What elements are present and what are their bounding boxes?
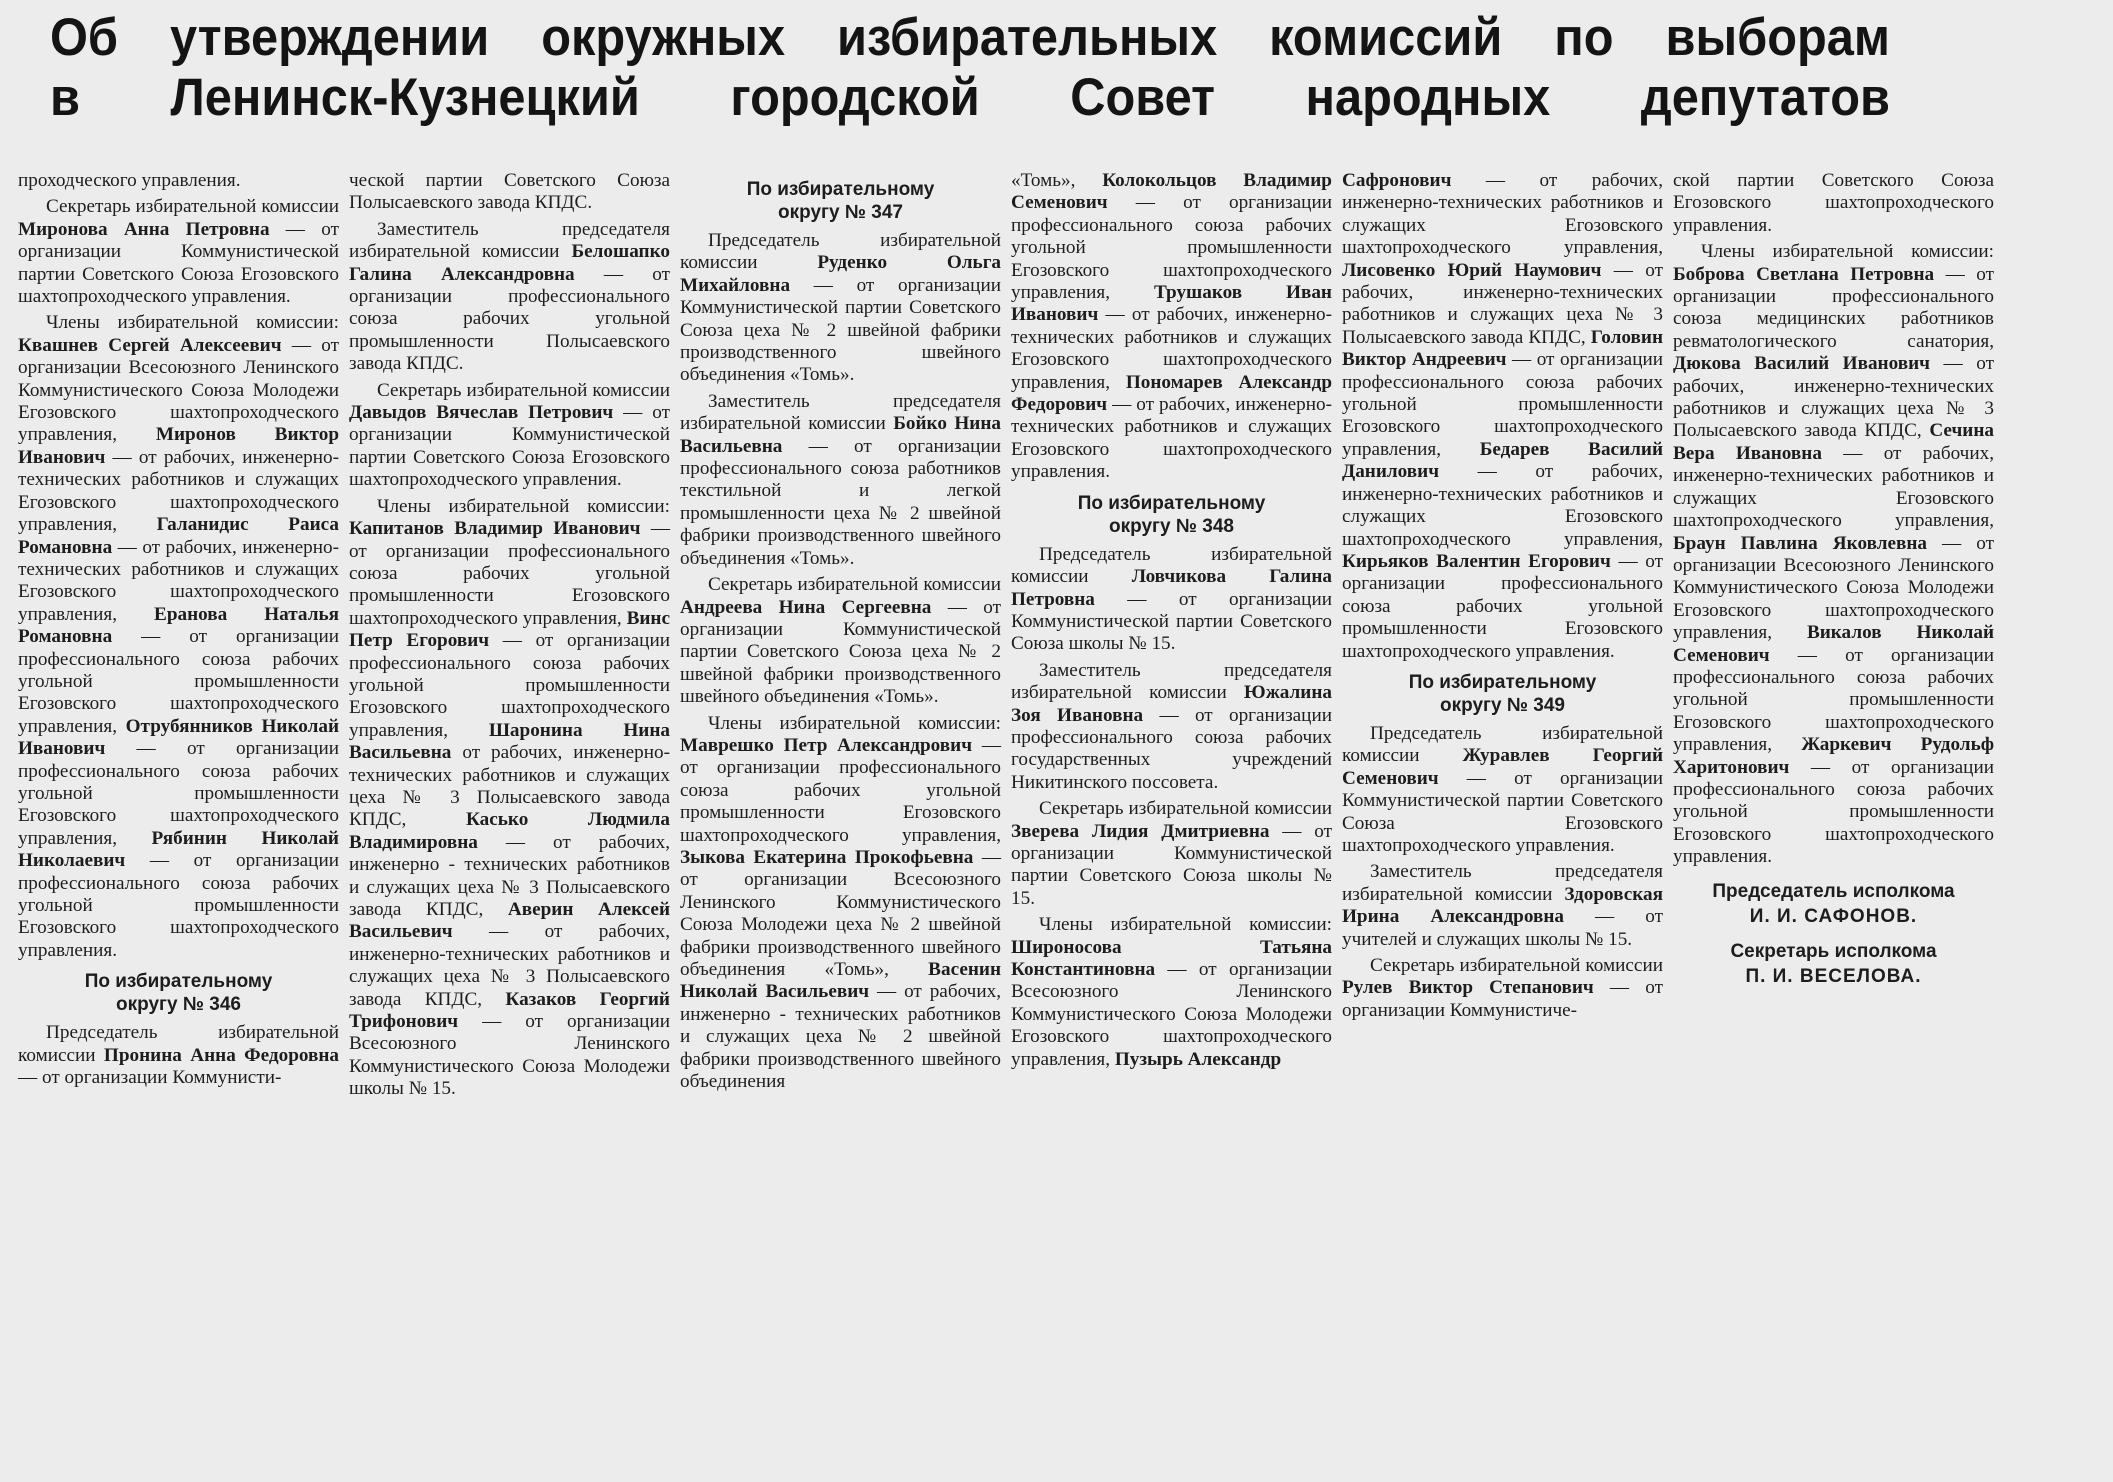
paragraph: Члены избирательной комиссии: Маврешко Петр Александрович — от организации профессионального союза рабочих угольной промышленности Егозовского шахтопроходческого управления, Зыкова Екатерина Прокофьевна — от организации Всесоюзного Ленинского Коммунистического Союза Молодежи цеха № 2 швейной фабрики производственного швейного объединения «Томь», Васенин Николай Васильевич — от рабочих, инженерно - технических работников и служащих цеха № 2 швейной фабрики производственного швейного объединения bbox=[680, 712, 1001, 1093]
district-heading bbox=[1342, 671, 1663, 717]
paragraph: Члены избирательной комиссии: Капитанов Владимир Иванович — от организации профессионального союза рабочих угольной промышленности Егозовского шахтопроходческого управления, Винс Петр Егорович — от организации профессионального союза рабочих угольной промышленности Егозовского шахтопроходческого управления, Шаронина Нина Васильевна от рабочих, инженерно-технических работников и служащих цеха № 3 Полысаевского завода КПДС, Касько Людмила Владимировна — от рабочих, инженерно - технических работников и служащих цеха № 3 Полысаевского завода КПДС, Аверин Алексей Васильевич — от рабочих, инженерно-технических работников и служащих цеха № 3 Полысаевского завода КПДС, Казаков Георгий Трифонович — от организации Всесоюзного Ленинского Коммунистического Союза Молодежи школы № 15. bbox=[349, 495, 671, 1100]
signature-block bbox=[1673, 939, 1994, 989]
district-number: округу № 346 bbox=[116, 994, 241, 1016]
text-columns bbox=[16, 170, 2102, 1476]
paragraph: ской партии Советского Союза Егозовского шахтопроходческого управления. bbox=[1673, 170, 1994, 236]
district-heading-line: По избирательному bbox=[746, 179, 935, 200]
district-heading-line: По избирательному bbox=[1077, 492, 1266, 514]
headline bbox=[50, 8, 1890, 128]
paragraph: ческой партии Советского Союза Полысаевского завода КПДС. bbox=[349, 170, 670, 214]
column-2 bbox=[347, 170, 678, 1476]
signature-role: Секретарь исполкома bbox=[1730, 940, 1937, 962]
paragraph: Секретарь избирательной комиссии Зверева Лидия Дмитриевна — от организации Коммунистической партии Советского Союза школы № 15. bbox=[1011, 798, 1332, 909]
paragraph: Секретарь избирательной комиссии Рулев Виктор Степанович — от организации Коммунистиче- bbox=[1342, 955, 1663, 1021]
paragraph: Председатель избирательной комиссии Пронина Анна Федоровна — от организации Коммунисти- bbox=[18, 1022, 339, 1089]
column-6 bbox=[1671, 170, 2002, 1476]
paragraph: Члены избирательной комиссии: Квашнев Сергей Алексеевич — от организации Всесоюзного Ленинского Коммунистического Союза Молодежи Егозовского шахтопроходческого управления, Миронов Виктор Иванович — от рабочих, инженерно-технических работников и служащих Егозовского шахтопроходческого управления, Галанидис Раиса Романовна — от рабочих, инженерно-технических работников и служащих Егозовского шахтопроходческого управления, Еранова Наталья Романовна — от организации профессионального союза рабочих угольной промышленности Егозовского шахтопроходческого управления, Отрубянников Николай Иванович — от организации профессионального союза рабочих угольной промышленности Егозовского шахтопроходческого управления, Рябинин Николай Николаевич — от организации профессионального союза рабочих угольной промышленности Егозовского шахтопроходческого управления. bbox=[18, 312, 340, 961]
paragraph: проходческого управления. bbox=[18, 170, 241, 191]
paragraph: Члены избирательной комиссии: Широносова Татьяна Константиновна — от организации Всесоюзного Ленинского Коммунистического Союза Молодежи Егозовского шахтопроходческого управления, Пузырь Александр bbox=[1011, 914, 1332, 1070]
headline-line-2: в Ленинск-Кузнецкий городской Совет народных депутатов bbox=[50, 68, 1890, 127]
paragraph: Секретарь избирательной комиссии Миронова Анна Петровна — от организации Коммунистической партии Советского Союза Егозовского шахтопроходческого управления. bbox=[18, 196, 339, 308]
district-number: округу № 348 bbox=[1109, 515, 1234, 537]
district-heading bbox=[680, 178, 1001, 224]
paragraph: Сафронович — от рабочих, инженерно-технических работников и служащих Егозовского шахтопроходческого управления, Лисовенко Юрий Наумович — от рабочих, инженерно-технических работников и служащих цеха № 3 Полысаевского завода КПДС, Головин Виктор Андреевич — от организации профессионального союза рабочих угольной промышленности Егозовского шахтопроходческого управления, Бедарев Василий Данилович — от рабочих, инженерно-технических работников и служащих Егозовского шахтопроходческого управления, Кирьяков Валентин Егорович — от организации профессионального союза рабочих угольной промышленности Егозовского шахтопроходческого управления. bbox=[1342, 170, 1664, 662]
paragraph: Секретарь избирательной комиссии Андреева Нина Сергеевна — от организации Коммунистической партии Советского Союза цеха № 2 швейной фабрики производственного швейного объединения «Томь». bbox=[680, 574, 1001, 708]
paragraph: Председатель избирательной комиссии Ловчикова Галина Петровна — от организации Коммунистической партии Советского Союза школы № 15. bbox=[1011, 543, 1332, 655]
paragraph: Заместитель председателя избирательной комиссии Здоровская Ирина Александровна — от учителей и служащих школы № 15. bbox=[1342, 861, 1664, 950]
paragraph: Секретарь избирательной комиссии Давыдов Вячеслав Петрович — от организации Коммунистической партии Советского Союза Егозовского шахтопроходческого управления. bbox=[349, 379, 670, 491]
signature-block bbox=[1673, 879, 1994, 929]
district-heading-line: По избирательному bbox=[1408, 671, 1597, 693]
paragraph: Заместитель председателя избирательной комиссии Бойко Нина Васильевна — от организации профессионального союза работников текстильной и легкой промышленности цеха № 2 швейной фабрики производственного швейного объединения «Томь». bbox=[680, 390, 1001, 569]
column-5 bbox=[1340, 170, 1671, 1476]
district-heading bbox=[1011, 492, 1332, 538]
paragraph: «Томь», Колокольцов Владимир Семенович — от организации профессионального союза рабочих угольной промышленности Егозовского шахтопроходческого управления, Трушаков Иван Иванович — от рабочих, инженерно-технических работников и служащих Егозовского шахтопроходческого управления, Пономарев Александр Федорович — от рабочих, инженерно-технических работников и служащих Егозовского шахтопроходческого управления. bbox=[1011, 170, 1332, 483]
headline-line-1: Об утверждении окружных избирательных комиссий по выборам bbox=[50, 8, 1890, 67]
paragraph: Председатель избирательной комиссии Журавлев Георгий Семенович — от организации Коммунистической партии Советского Союза Егозовского шахтопроходческого управления. bbox=[1342, 722, 1663, 856]
signature-role: Председатель исполкома bbox=[1712, 880, 1955, 902]
district-number: округу № 349 bbox=[1440, 694, 1565, 716]
column-3 bbox=[678, 170, 1009, 1476]
signature-name: П. И. ВЕСЕЛОВА. bbox=[1745, 965, 1922, 987]
district-heading-line: По избирательному bbox=[84, 971, 273, 993]
district-heading bbox=[18, 970, 339, 1016]
column-4 bbox=[1009, 170, 1340, 1476]
paragraph: Заместитель председателя избирательной комиссии Южалина Зоя Ивановна — от организации профессионального союза рабочих государственных учреждений Никитинского поссовета. bbox=[1011, 659, 1332, 793]
signature-name: И. И. САФОНОВ. bbox=[1749, 905, 1918, 927]
district-number: округу № 347 bbox=[778, 202, 903, 223]
paragraph: Члены избирательной комиссии: Боброва Светлана Петровна — от организации профессионального союза медицинских работников ревматологического санатория, Дюкова Василий Иванович — от рабочих, инженерно-технических работников и служащих цеха № 3 Полысаевского завода КПДС, Сечина Вера Ивановна — от рабочих, инженерно-технических работников и служащих Егозовского шахтопроходческого управления, Браун Павлина Яковлевна — от организации Всесоюзного Ленинского Коммунистического Союза Молодежи Егозовского шахтопроходческого управления, Викалов Николай Семенович — от организации профессионального союза рабочих угольной промышленности Егозовского шахтопроходческого управления, Жаркевич Рудольф Харитонович — от организации профессионального союза рабочих угольной промышленности Егозовского шахтопроходческого управления. bbox=[1673, 241, 1994, 868]
paragraph: Председатель избирательной комиссии Руденко Ольга Михайловна — от организации Коммунистической партии Советского Союза цеха № 2 швейной фабрики производственного швейного объединения «Томь». bbox=[680, 230, 1002, 386]
paragraph: Заместитель председателя избирательной комиссии Белошапко Галина Александровна — от организации профессионального союза рабочих угольной промышленности Полысаевского завода КПДС. bbox=[349, 218, 670, 375]
column-1 bbox=[16, 170, 347, 1476]
